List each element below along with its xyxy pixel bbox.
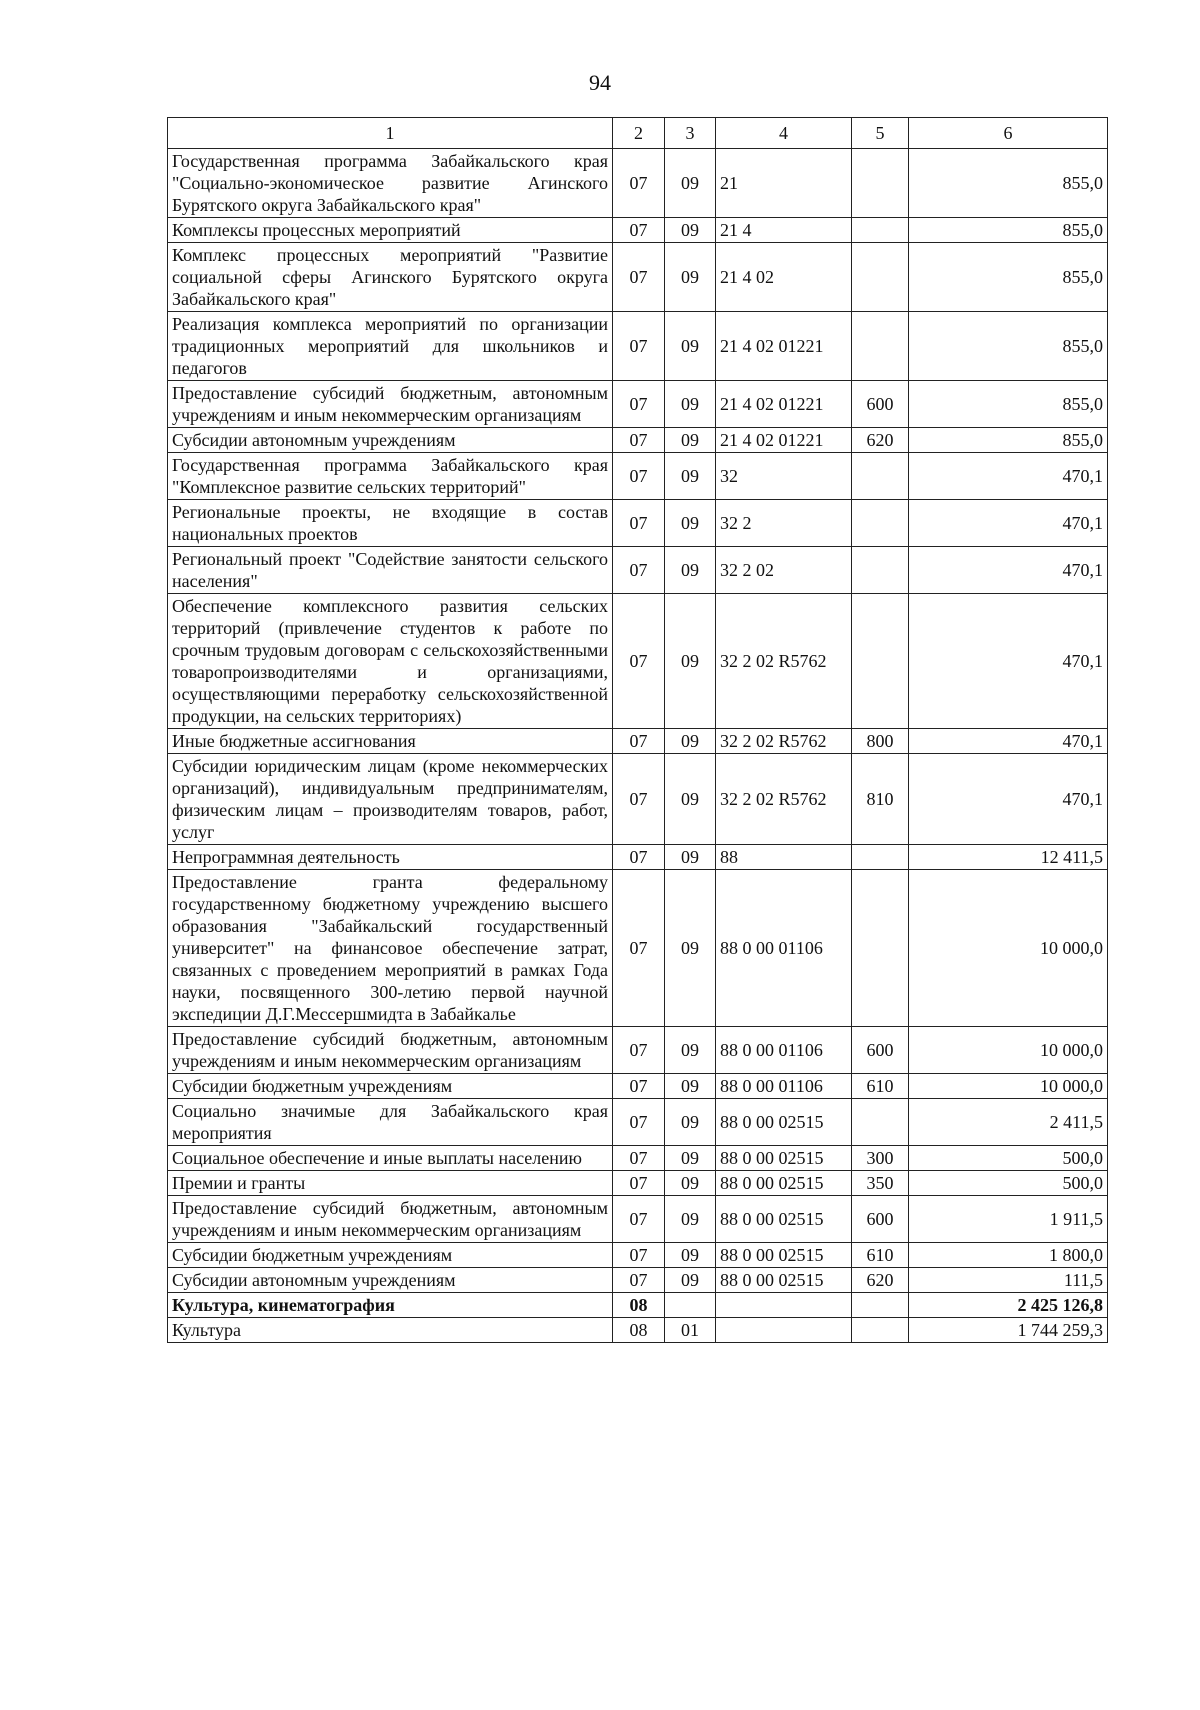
expense-type-cell [852, 845, 909, 870]
amount-cell: 855,0 [909, 243, 1108, 312]
expense-type-cell [852, 1293, 909, 1318]
row-name-cell: Культура [168, 1318, 613, 1343]
row-name-cell: Социально значимые для Забайкальского края мероприятия [168, 1099, 613, 1146]
header-row [168, 118, 1108, 149]
table-row [168, 1268, 1108, 1293]
expense-type-cell: 620 [852, 428, 909, 453]
row-name-cell: Предоставление гранта федеральному государственному бюджетному учреждению высшего образования "Забайкальский государственный университет" на финансовое обеспечение затрат, связанных с проведением мероприятий в рамках Года науки, посвященного 300-летию первой научной экспедиции Д.Г.Мессершмидта в Забайкалье [168, 870, 613, 1027]
row-name-cell: Региональные проекты, не входящие в состав национальных проектов [168, 500, 613, 547]
section-code-cell: 07 [613, 243, 665, 312]
table-row [168, 1171, 1108, 1196]
section-code-cell: 07 [613, 381, 665, 428]
section-code-cell: 07 [613, 218, 665, 243]
subsection-code-cell: 09 [665, 1171, 716, 1196]
expense-type-cell: 610 [852, 1243, 909, 1268]
row-name-cell: Обеспечение комплексного развития сельских территорий (привлечение студентов к работе по срочным трудовым договорам с сельскохозяйственными товаропроизводителями и организациями, осуществляющими переработку сельскохозяйственной продукции, на сельских территориях) [168, 594, 613, 729]
row-name-cell: Субсидии бюджетным учреждениям [168, 1074, 613, 1099]
target-article-cell: 32 2 02 R5762 [716, 729, 852, 754]
expense-type-cell [852, 1318, 909, 1343]
amount-cell: 111,5 [909, 1268, 1108, 1293]
subsection-code-cell: 09 [665, 845, 716, 870]
amount-cell: 470,1 [909, 754, 1108, 845]
table-row [168, 243, 1108, 312]
expense-type-cell: 610 [852, 1074, 909, 1099]
table-row [168, 1243, 1108, 1268]
header-col-1: 1 [168, 118, 613, 149]
subsection-code-cell: 09 [665, 1074, 716, 1099]
expense-type-cell [852, 1099, 909, 1146]
subsection-code-cell: 09 [665, 500, 716, 547]
subsection-code-cell: 09 [665, 1196, 716, 1243]
amount-cell: 470,1 [909, 594, 1108, 729]
table-row [168, 547, 1108, 594]
amount-cell: 855,0 [909, 218, 1108, 243]
amount-cell: 855,0 [909, 149, 1108, 218]
target-article-cell [716, 1318, 852, 1343]
target-article-cell: 88 [716, 845, 852, 870]
expense-type-cell: 810 [852, 754, 909, 845]
target-article-cell: 21 4 02 01221 [716, 312, 852, 381]
target-article-cell: 21 4 02 [716, 243, 852, 312]
section-code-cell: 07 [613, 312, 665, 381]
amount-cell: 500,0 [909, 1146, 1108, 1171]
subsection-code-cell: 09 [665, 243, 716, 312]
table-row [168, 218, 1108, 243]
row-name-cell: Государственная программа Забайкальского края "Социально-экономическое развитие Агинского Бурятского округа Забайкальского края" [168, 149, 613, 218]
subsection-code-cell: 09 [665, 1146, 716, 1171]
subsection-code-cell: 09 [665, 870, 716, 1027]
table-row [168, 754, 1108, 845]
target-article-cell: 88 0 00 02515 [716, 1243, 852, 1268]
section-code-cell: 08 [613, 1293, 665, 1318]
page-number: 94 [589, 70, 611, 95]
section-code-cell: 07 [613, 754, 665, 845]
subsection-code-cell [665, 1293, 716, 1318]
header-col-5: 5 [852, 118, 909, 149]
target-article-cell: 32 2 02 [716, 547, 852, 594]
target-article-cell: 21 4 02 01221 [716, 428, 852, 453]
table-row [168, 1196, 1108, 1243]
table-row [168, 149, 1108, 218]
section-code-cell: 08 [613, 1318, 665, 1343]
amount-cell: 2 425 126,8 [909, 1293, 1108, 1318]
header-col-2: 2 [613, 118, 665, 149]
expense-type-cell [852, 500, 909, 547]
subsection-code-cell: 09 [665, 428, 716, 453]
row-name-cell: Предоставление субсидий бюджетным, автономным учреждениям и иным некоммерческим организациям [168, 1196, 613, 1243]
section-code-cell: 07 [613, 1099, 665, 1146]
section-code-cell: 07 [613, 1074, 665, 1099]
subsection-code-cell: 09 [665, 729, 716, 754]
amount-cell: 10 000,0 [909, 1027, 1108, 1074]
expense-type-cell [852, 218, 909, 243]
expense-type-cell: 800 [852, 729, 909, 754]
amount-cell: 855,0 [909, 381, 1108, 428]
row-name-cell: Реализация комплекса мероприятий по организации традиционных мероприятий для школьников и педагогов [168, 312, 613, 381]
subsection-code-cell: 09 [665, 1099, 716, 1146]
table-row [168, 870, 1108, 1027]
amount-cell: 2 411,5 [909, 1099, 1108, 1146]
row-name-cell: Иные бюджетные ассигнования [168, 729, 613, 754]
target-article-cell: 88 0 00 02515 [716, 1171, 852, 1196]
section-code-cell: 07 [613, 729, 665, 754]
target-article-cell: 21 4 02 01221 [716, 381, 852, 428]
subsection-code-cell: 09 [665, 547, 716, 594]
subsection-code-cell: 09 [665, 381, 716, 428]
row-name-cell: Комплексы процессных мероприятий [168, 218, 613, 243]
target-article-cell: 88 0 00 02515 [716, 1099, 852, 1146]
amount-cell: 12 411,5 [909, 845, 1108, 870]
section-code-cell: 07 [613, 1243, 665, 1268]
table-row [168, 381, 1108, 428]
target-article-cell: 88 0 00 01106 [716, 1027, 852, 1074]
target-article-cell: 21 [716, 149, 852, 218]
table-row [168, 453, 1108, 500]
table-row [168, 1074, 1108, 1099]
expense-type-cell [852, 547, 909, 594]
table-row [168, 428, 1108, 453]
amount-cell: 855,0 [909, 428, 1108, 453]
amount-cell: 10 000,0 [909, 1074, 1108, 1099]
expense-type-cell: 620 [852, 1268, 909, 1293]
subsection-code-cell: 09 [665, 1243, 716, 1268]
header-col-4: 4 [716, 118, 852, 149]
amount-cell: 1 744 259,3 [909, 1318, 1108, 1343]
section-code-cell: 07 [613, 594, 665, 729]
table-row [168, 1146, 1108, 1171]
section-code-cell: 07 [613, 1146, 665, 1171]
row-name-cell: Субсидии бюджетным учреждениям [168, 1243, 613, 1268]
amount-cell: 1 800,0 [909, 1243, 1108, 1268]
section-code-cell: 07 [613, 1171, 665, 1196]
row-name-cell: Субсидии юридическим лицам (кроме некоммерческих организаций), индивидуальным предпринимателям, физическим лицам – производителям товаров, работ, услуг [168, 754, 613, 845]
table-row [168, 845, 1108, 870]
row-name-cell: Предоставление субсидий бюджетным, автономным учреждениям и иным некоммерческим организациям [168, 1027, 613, 1074]
target-article-cell: 88 0 00 01106 [716, 870, 852, 1027]
subsection-code-cell: 09 [665, 453, 716, 500]
section-code-cell: 07 [613, 870, 665, 1027]
section-code-cell: 07 [613, 1027, 665, 1074]
amount-cell: 470,1 [909, 729, 1108, 754]
target-article-cell: 32 2 [716, 500, 852, 547]
header-col-6: 6 [909, 118, 1108, 149]
subsection-code-cell: 09 [665, 754, 716, 845]
row-name-cell: Субсидии автономным учреждениям [168, 428, 613, 453]
row-name-cell: Непрограммная деятельность [168, 845, 613, 870]
target-article-cell: 32 2 02 R5762 [716, 754, 852, 845]
table-row [168, 729, 1108, 754]
section-code-cell: 07 [613, 149, 665, 218]
amount-cell: 10 000,0 [909, 870, 1108, 1027]
target-article-cell: 88 0 00 02515 [716, 1268, 852, 1293]
table-row [168, 1027, 1108, 1074]
amount-cell: 500,0 [909, 1171, 1108, 1196]
table-row [168, 312, 1108, 381]
section-code-cell: 07 [613, 500, 665, 547]
section-code-cell: 07 [613, 428, 665, 453]
target-article-cell [716, 1293, 852, 1318]
row-name-cell: Комплекс процессных мероприятий "Развитие социальной сферы Агинского Бурятского округа Забайкальского края" [168, 243, 613, 312]
subsection-code-cell: 01 [665, 1318, 716, 1343]
target-article-cell: 88 0 00 01106 [716, 1074, 852, 1099]
expense-type-cell: 600 [852, 1196, 909, 1243]
section-code-cell: 07 [613, 1268, 665, 1293]
amount-cell: 1 911,5 [909, 1196, 1108, 1243]
subsection-code-cell: 09 [665, 218, 716, 243]
amount-cell: 470,1 [909, 500, 1108, 547]
expense-type-cell: 300 [852, 1146, 909, 1171]
target-article-cell: 32 [716, 453, 852, 500]
row-name-cell: Премии и гранты [168, 1171, 613, 1196]
row-name-cell: Государственная программа Забайкальского края "Комплексное развитие сельских территорий" [168, 453, 613, 500]
target-article-cell: 88 0 00 02515 [716, 1146, 852, 1171]
expense-type-cell [852, 870, 909, 1027]
expense-type-cell [852, 312, 909, 381]
table-row [168, 1293, 1108, 1318]
row-name-cell: Социальное обеспечение и иные выплаты населению [168, 1146, 613, 1171]
subsection-code-cell: 09 [665, 594, 716, 729]
header-col-3: 3 [665, 118, 716, 149]
target-article-cell: 88 0 00 02515 [716, 1196, 852, 1243]
row-name-cell: Субсидии автономным учреждениям [168, 1268, 613, 1293]
expense-type-cell [852, 594, 909, 729]
budget-table [167, 117, 1108, 1343]
subsection-code-cell: 09 [665, 312, 716, 381]
section-code-cell: 07 [613, 547, 665, 594]
section-code-cell: 07 [613, 845, 665, 870]
section-code-cell: 07 [613, 453, 665, 500]
amount-cell: 470,1 [909, 453, 1108, 500]
target-article-cell: 21 4 [716, 218, 852, 243]
expense-type-cell: 600 [852, 381, 909, 428]
expense-type-cell: 350 [852, 1171, 909, 1196]
subsection-code-cell: 09 [665, 149, 716, 218]
amount-cell: 855,0 [909, 312, 1108, 381]
table-row [168, 1099, 1108, 1146]
table-row [168, 594, 1108, 729]
expense-type-cell [852, 149, 909, 218]
target-article-cell: 32 2 02 R5762 [716, 594, 852, 729]
row-name-cell: Региональный проект "Содействие занятости сельского населения" [168, 547, 613, 594]
expense-type-cell [852, 243, 909, 312]
subsection-code-cell: 09 [665, 1027, 716, 1074]
expense-type-cell [852, 453, 909, 500]
expense-type-cell: 600 [852, 1027, 909, 1074]
table-row [168, 1318, 1108, 1343]
table-row [168, 500, 1108, 547]
row-name-cell: Предоставление субсидий бюджетным, автономным учреждениям и иным некоммерческим организациям [168, 381, 613, 428]
subsection-code-cell: 09 [665, 1268, 716, 1293]
amount-cell: 470,1 [909, 547, 1108, 594]
section-code-cell: 07 [613, 1196, 665, 1243]
row-name-cell: Культура, кинематография [168, 1293, 613, 1318]
